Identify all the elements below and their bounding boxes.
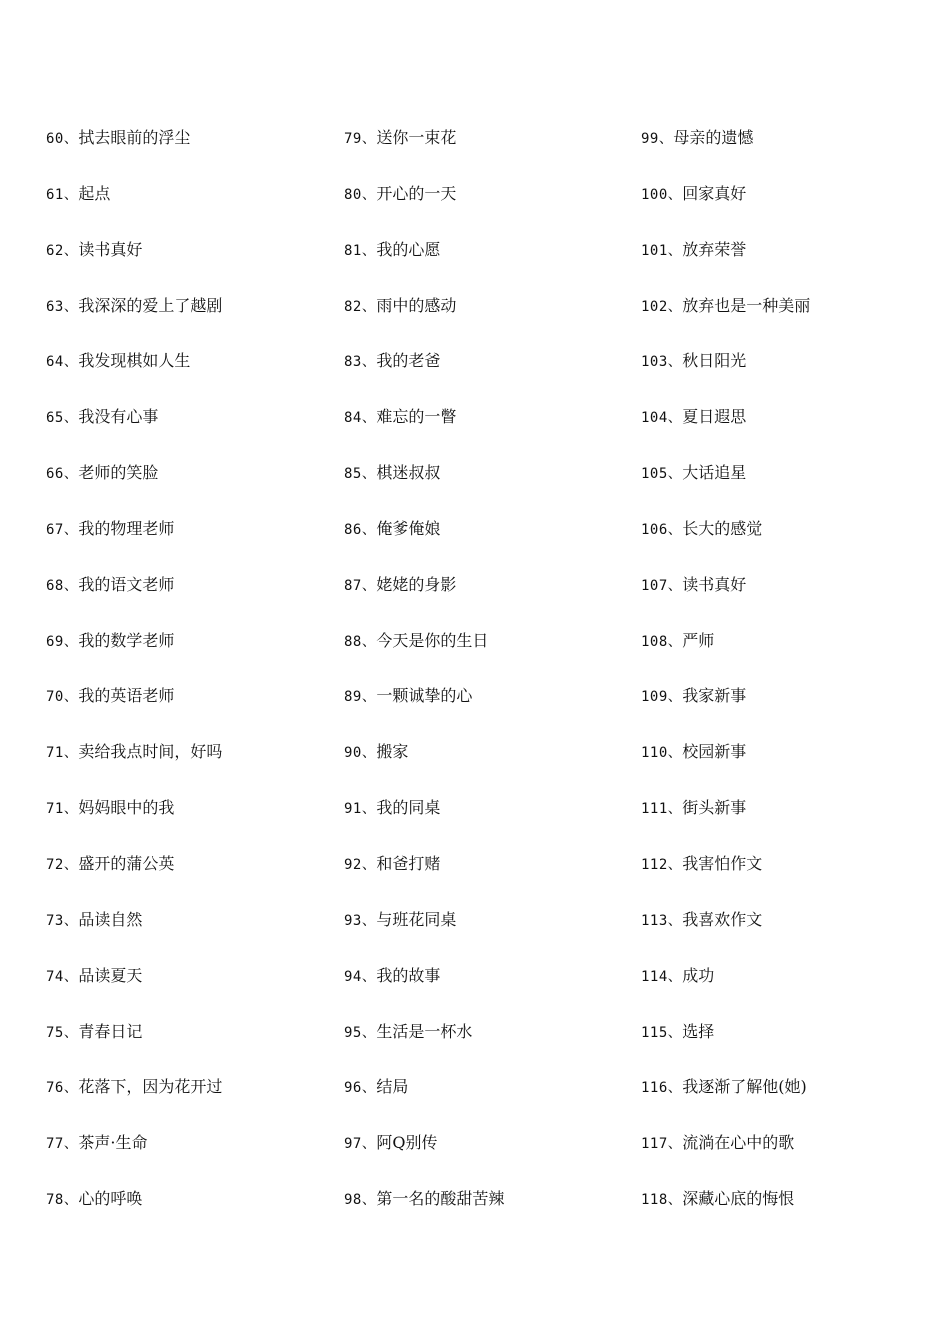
- list-item: [46, 906, 336, 962]
- list-item: [344, 1073, 634, 1129]
- item-title: 我的老爸: [376, 351, 441, 371]
- item-number: 71、: [46, 745, 79, 762]
- list-item: [641, 682, 941, 738]
- list-item: [641, 347, 941, 403]
- item-number: 78、: [46, 1192, 79, 1209]
- item-number: 88、: [344, 633, 377, 650]
- item-title: 读书真好: [78, 239, 143, 259]
- item-title: 严师: [682, 630, 715, 650]
- list-item: [344, 571, 634, 627]
- item-number: 92、: [344, 856, 377, 873]
- item-number: 101、: [641, 242, 683, 259]
- item-number: 71、: [46, 801, 79, 818]
- list-item: [344, 403, 634, 459]
- item-title: 我逐渐了解他(她): [682, 1077, 807, 1097]
- item-number: 70、: [46, 689, 79, 706]
- item-title: 俺爹俺娘: [376, 518, 441, 538]
- item-number: 84、: [344, 410, 377, 427]
- list-item: [46, 850, 336, 906]
- item-number: 103、: [641, 354, 683, 371]
- list-item: [641, 1185, 941, 1241]
- item-title: 棋迷叔叔: [376, 463, 441, 483]
- item-title: 今天是你的生日: [376, 630, 489, 650]
- list-item: [641, 459, 941, 515]
- list-item: [344, 682, 634, 738]
- list-item: [641, 906, 941, 962]
- item-title: 我没有心事: [78, 407, 159, 427]
- item-title: 我的英语老师: [78, 686, 175, 706]
- list-item: [344, 1129, 634, 1185]
- item-title: 夏日遐思: [682, 407, 747, 427]
- item-title: 一颗诚挚的心: [376, 686, 473, 706]
- item-title: 雨中的感动: [376, 295, 457, 315]
- title-column-2: [344, 124, 634, 1241]
- list-item: [344, 1185, 634, 1241]
- item-number: 118、: [641, 1192, 683, 1209]
- list-item: [46, 347, 336, 403]
- item-number: 106、: [641, 521, 683, 538]
- list-item: [46, 738, 336, 794]
- item-number: 108、: [641, 633, 683, 650]
- list-item: [344, 962, 634, 1018]
- list-item: [46, 124, 336, 180]
- item-title: 品读夏天: [78, 965, 143, 985]
- item-number: 82、: [344, 298, 377, 315]
- item-number: 109、: [641, 689, 683, 706]
- item-number: 94、: [344, 968, 377, 985]
- list-item: [641, 180, 941, 236]
- list-item: [344, 236, 634, 292]
- item-title: 卖给我点时间，好吗: [78, 742, 223, 762]
- item-number: 76、: [46, 1080, 79, 1097]
- item-title: 回家真好: [682, 183, 747, 203]
- list-item: [46, 1073, 336, 1129]
- item-title: 姥姥的身影: [376, 574, 457, 594]
- item-title: 和爸打赌: [376, 853, 441, 873]
- item-number: 102、: [641, 298, 683, 315]
- item-title: 茶声·生命: [78, 1133, 148, 1153]
- item-title: 搬家: [376, 742, 409, 762]
- item-title: 花落下，因为花开过: [78, 1077, 223, 1097]
- item-number: 60、: [46, 131, 79, 147]
- list-item: [344, 459, 634, 515]
- item-title: 老师的笑脸: [78, 463, 159, 483]
- item-number: 113、: [641, 912, 683, 929]
- list-item: [46, 459, 336, 515]
- item-title: 心的呼唤: [78, 1189, 143, 1209]
- item-number: 74、: [46, 968, 79, 985]
- item-number: 73、: [46, 912, 79, 929]
- list-item: [344, 515, 634, 571]
- item-number: 93、: [344, 912, 377, 929]
- item-title: 我的心愿: [376, 239, 441, 259]
- list-item: [641, 850, 941, 906]
- list-item: [46, 1129, 336, 1185]
- item-title: 我的语文老师: [78, 574, 175, 594]
- list-item: [46, 515, 336, 571]
- item-title: 我家新事: [682, 686, 747, 706]
- list-item: [344, 292, 634, 348]
- list-item: [344, 794, 634, 850]
- item-title: 阿Q别传: [376, 1133, 438, 1153]
- item-number: 86、: [344, 521, 377, 538]
- list-item: [344, 738, 634, 794]
- item-title: 盛开的蒲公英: [78, 853, 175, 873]
- item-number: 105、: [641, 466, 683, 483]
- item-title: 青春日记: [78, 1021, 143, 1041]
- item-number: 95、: [344, 1024, 377, 1041]
- item-number: 115、: [641, 1024, 683, 1041]
- list-item: [344, 180, 634, 236]
- list-item: [46, 1185, 336, 1241]
- item-title: 长大的感觉: [682, 518, 763, 538]
- item-number: 89、: [344, 689, 377, 706]
- list-item: [641, 962, 941, 1018]
- list-item: [344, 906, 634, 962]
- item-title: 选择: [682, 1021, 715, 1041]
- item-title: 流淌在心中的歌: [682, 1133, 795, 1153]
- item-number: 80、: [344, 186, 377, 203]
- item-number: 110、: [641, 745, 683, 762]
- list-item: [46, 962, 336, 1018]
- item-number: 104、: [641, 410, 683, 427]
- item-number: 97、: [344, 1136, 377, 1153]
- item-number: 61、: [46, 186, 79, 203]
- item-number: 91、: [344, 801, 377, 818]
- item-number: 68、: [46, 577, 79, 594]
- list-item: [344, 347, 634, 403]
- list-item: [641, 738, 941, 794]
- item-number: 107、: [641, 577, 683, 594]
- list-item: [641, 292, 941, 348]
- item-title: 校园新事: [682, 742, 747, 762]
- list-item: [641, 571, 941, 627]
- list-item: [641, 1073, 941, 1129]
- item-number: 90、: [344, 745, 377, 762]
- list-item: [46, 1018, 336, 1074]
- item-title: 妈妈眼中的我: [78, 798, 175, 818]
- list-item: [641, 236, 941, 292]
- item-title: 开心的一天: [376, 183, 457, 203]
- item-title: 读书真好: [682, 574, 747, 594]
- item-title: 我的故事: [376, 965, 441, 985]
- item-title: 成功: [682, 965, 715, 985]
- item-number: 116、: [641, 1080, 683, 1097]
- item-number: 83、: [344, 354, 377, 371]
- list-item: [641, 1129, 941, 1185]
- item-title: 我喜欢作文: [682, 909, 763, 929]
- item-number: 63、: [46, 298, 79, 315]
- item-title: 生活是一杯水: [376, 1021, 473, 1041]
- list-item: [641, 124, 941, 180]
- item-title: 与班花同桌: [376, 909, 457, 929]
- item-number: 65、: [46, 410, 79, 427]
- item-number: 69、: [46, 633, 79, 650]
- item-title: 第一名的酸甜苦辣: [376, 1189, 505, 1209]
- item-title: 母亲的遗憾: [673, 128, 754, 147]
- item-title: 我发现棋如人生: [78, 351, 191, 371]
- item-title: 街头新事: [682, 798, 747, 818]
- item-number: 96、: [344, 1080, 377, 1097]
- item-number: 62、: [46, 242, 79, 259]
- item-title: 深藏心底的悔恨: [682, 1189, 795, 1209]
- item-number: 64、: [46, 354, 79, 371]
- item-number: 98、: [344, 1192, 377, 1209]
- list-item: [46, 292, 336, 348]
- item-title: 秋日阳光: [682, 351, 747, 371]
- item-title: 送你一束花: [376, 128, 457, 147]
- item-title: 我的物理老师: [78, 518, 175, 538]
- list-item: [641, 627, 941, 683]
- item-title: 大话追星: [682, 463, 747, 483]
- list-item: [46, 794, 336, 850]
- item-title: 我深深的爱上了越剧: [78, 295, 223, 315]
- list-item: [46, 236, 336, 292]
- item-title: 起点: [78, 183, 111, 203]
- item-number: 111、: [641, 801, 683, 818]
- item-title: 放弃也是一种美丽: [682, 295, 811, 315]
- item-number: 67、: [46, 521, 79, 538]
- item-number: 114、: [641, 968, 683, 985]
- list-item: [46, 403, 336, 459]
- list-item: [641, 794, 941, 850]
- item-title: 结局: [376, 1077, 409, 1097]
- list-item: [46, 627, 336, 683]
- item-number: 79、: [344, 131, 377, 147]
- list-item: [46, 180, 336, 236]
- item-title: 拭去眼前的浮尘: [78, 128, 191, 147]
- item-title: 我的数学老师: [78, 630, 175, 650]
- item-title: 难忘的一瞥: [376, 407, 457, 427]
- list-item: [641, 403, 941, 459]
- item-title: 我害怕作文: [682, 853, 763, 873]
- item-number: 99、: [641, 131, 674, 147]
- list-item: [641, 515, 941, 571]
- item-number: 66、: [46, 466, 79, 483]
- item-title: 放弃荣誉: [682, 239, 747, 259]
- title-column-1: [46, 124, 336, 1241]
- item-title: 我的同桌: [376, 798, 441, 818]
- list-item: [344, 1018, 634, 1074]
- list-item: [344, 850, 634, 906]
- list-item: [344, 124, 634, 180]
- list-item: [641, 1018, 941, 1074]
- list-item: [46, 571, 336, 627]
- item-number: 81、: [344, 242, 377, 259]
- item-number: 77、: [46, 1136, 79, 1153]
- list-item: [46, 682, 336, 738]
- item-number: 117、: [641, 1136, 683, 1153]
- item-number: 72、: [46, 856, 79, 873]
- item-title: 品读自然: [78, 909, 143, 929]
- list-item: [344, 627, 634, 683]
- item-number: 75、: [46, 1024, 79, 1041]
- item-number: 100、: [641, 186, 683, 203]
- title-column-3: [641, 124, 941, 1241]
- item-number: 87、: [344, 577, 377, 594]
- item-number: 85、: [344, 466, 377, 483]
- item-number: 112、: [641, 856, 683, 873]
